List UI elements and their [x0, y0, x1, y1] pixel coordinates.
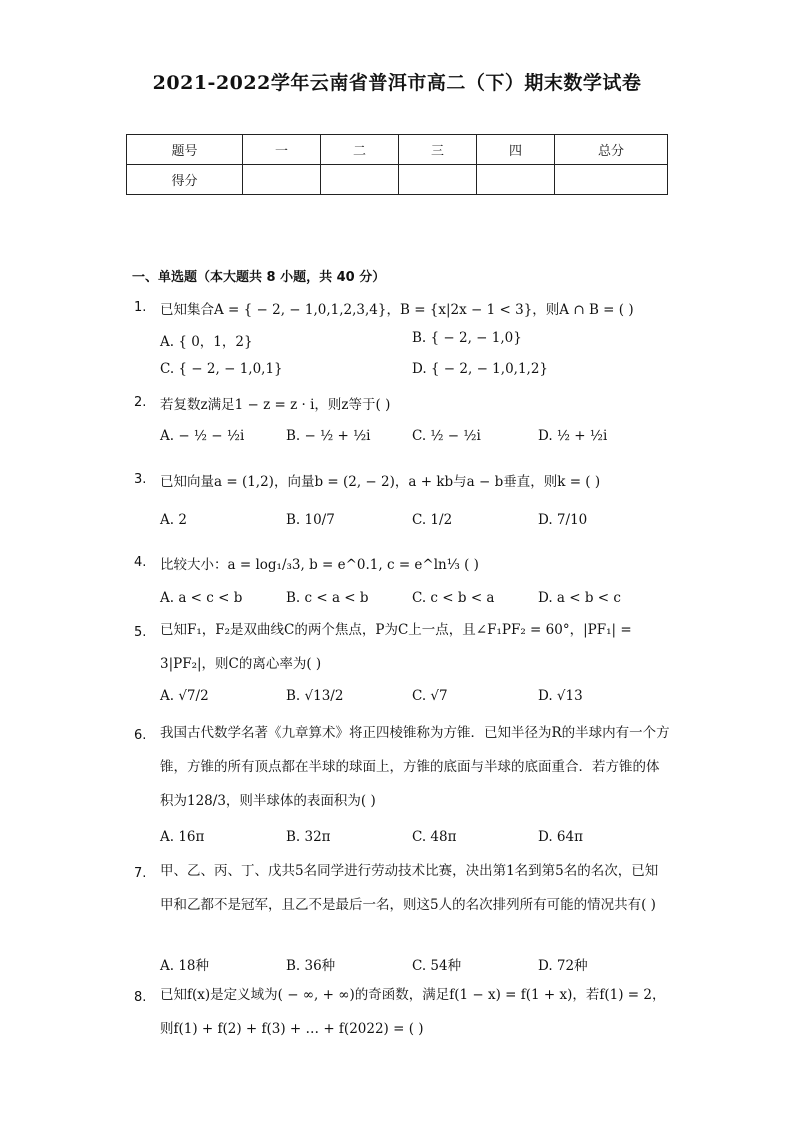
- score-cell[interactable]: [477, 165, 555, 195]
- option-c[interactable]: C. 54种: [412, 958, 462, 974]
- score-table: [126, 134, 668, 195]
- section-heading: 一、单选题（本大题共 8 小题，共 40 分）: [132, 270, 386, 285]
- score-cell[interactable]: [321, 165, 399, 195]
- score-row-label: 得分: [127, 165, 243, 195]
- option-c[interactable]: C. c < b < a: [412, 590, 495, 606]
- option-b[interactable]: B. 10/7: [286, 512, 335, 528]
- score-header-cell: 二: [321, 135, 399, 165]
- option-a[interactable]: A. √7/2: [160, 688, 209, 704]
- option-b[interactable]: B. √13/2: [286, 688, 344, 704]
- score-header-cell: 总分: [555, 135, 668, 165]
- question-text: 已知F₁，F₂是双曲线C的两个焦点，P为C上一点，且∠F₁PF₂ = 60°，|PF₁| = 3|PF₂|，则C的离心率为( ): [160, 622, 632, 672]
- question-number: 6.: [134, 728, 147, 743]
- option-b[interactable]: B. c < a < b: [286, 590, 369, 606]
- option-a[interactable]: A. a < c < b: [160, 590, 243, 606]
- score-cell[interactable]: [399, 165, 477, 195]
- option-d[interactable]: D. 7/10: [538, 512, 588, 528]
- score-header-cell: 三: [399, 135, 477, 165]
- option-d[interactable]: D. √13: [538, 688, 583, 704]
- option-a[interactable]: A. 2: [160, 512, 187, 528]
- question-text: 若复数z满足1 − z = z · i，则z等于( ): [160, 397, 391, 413]
- option-a[interactable]: A. 18种: [160, 958, 210, 974]
- score-header-cell: 题号: [127, 135, 243, 165]
- option-d[interactable]: D. { − 2, − 1,0,1,2}: [412, 361, 549, 377]
- option-d[interactable]: D. ½ + ½i: [538, 428, 608, 444]
- score-table-header-row: [127, 135, 668, 165]
- question-number: 7.: [134, 866, 147, 881]
- option-c[interactable]: C. { − 2, − 1,0,1}: [160, 361, 283, 377]
- question-text: 我国古代数学名著《九章算术》将正四棱锥称为方锥．已知半径为R的半球内有一个方锥，方锥的所有顶点都在半球的球面上，方锥的底面与半球的底面重合．若方锥的体积为128/3，则半球体的表面积为( ): [160, 725, 670, 809]
- score-header-cell: 一: [243, 135, 321, 165]
- option-a[interactable]: A. − ½ − ½i: [160, 428, 245, 444]
- option-b[interactable]: B. − ½ + ½i: [286, 428, 371, 444]
- question-text: 甲、乙、丙、丁、戊共5名同学进行劳动技术比赛，决出第1名到第5名的名次，已知甲和乙都不是冠军，且乙不是最后一名，则这5人的名次排列所有可能的情况共有( ): [160, 863, 659, 913]
- score-table-score-row: [127, 165, 668, 195]
- option-b[interactable]: B. 32π: [286, 829, 331, 845]
- exam-title: 2021-2022学年云南省普洱市高二（下）期末数学试卷: [152, 72, 642, 94]
- option-d[interactable]: D. 72种: [538, 958, 588, 974]
- question-text: 已知向量a = (1,2)，向量b = (2, − 2)，a + kb与a − b垂直，则k = ( ): [160, 474, 601, 490]
- question-text: 已知集合A = { − 2, − 1,0,1,2,3,4}，B = {x|2x − 1 < 3}，则A ∩ B = ( ): [160, 302, 634, 318]
- option-c[interactable]: C. 1/2: [412, 512, 453, 528]
- option-b[interactable]: B. { − 2, − 1,0}: [412, 330, 522, 346]
- score-cell[interactable]: [243, 165, 321, 195]
- question-text: 比较大小：a = log₁/₃3, b = e^0.1, c = e^ln⅓ ( ): [160, 557, 479, 573]
- question-number: 1.: [134, 300, 147, 315]
- option-c[interactable]: C. 48π: [412, 829, 457, 845]
- option-a[interactable]: A. 16π: [160, 829, 205, 845]
- question-number: 4.: [134, 555, 147, 570]
- option-c[interactable]: C. √7: [412, 688, 448, 704]
- question-number: 2.: [134, 395, 147, 410]
- question-number: 3.: [134, 472, 147, 487]
- question-text: 已知f(x)是定义域为( − ∞, + ∞)的奇函数，满足f(1 − x) = f(1 + x)，若f(1) = 2，则f(1) + f(2) + f(3) + … + f(2022) = ( ): [160, 987, 666, 1037]
- question-number: 8.: [134, 990, 147, 1005]
- option-b[interactable]: B. 36种: [286, 958, 336, 974]
- option-a[interactable]: A. { 0，1，2}: [160, 334, 253, 350]
- question-number: 5.: [134, 625, 147, 640]
- option-c[interactable]: C. ½ − ½i: [412, 428, 481, 444]
- score-header-cell: 四: [477, 135, 555, 165]
- option-d[interactable]: D. 64π: [538, 829, 583, 845]
- option-d[interactable]: D. a < b < c: [538, 590, 621, 606]
- score-cell[interactable]: [555, 165, 668, 195]
